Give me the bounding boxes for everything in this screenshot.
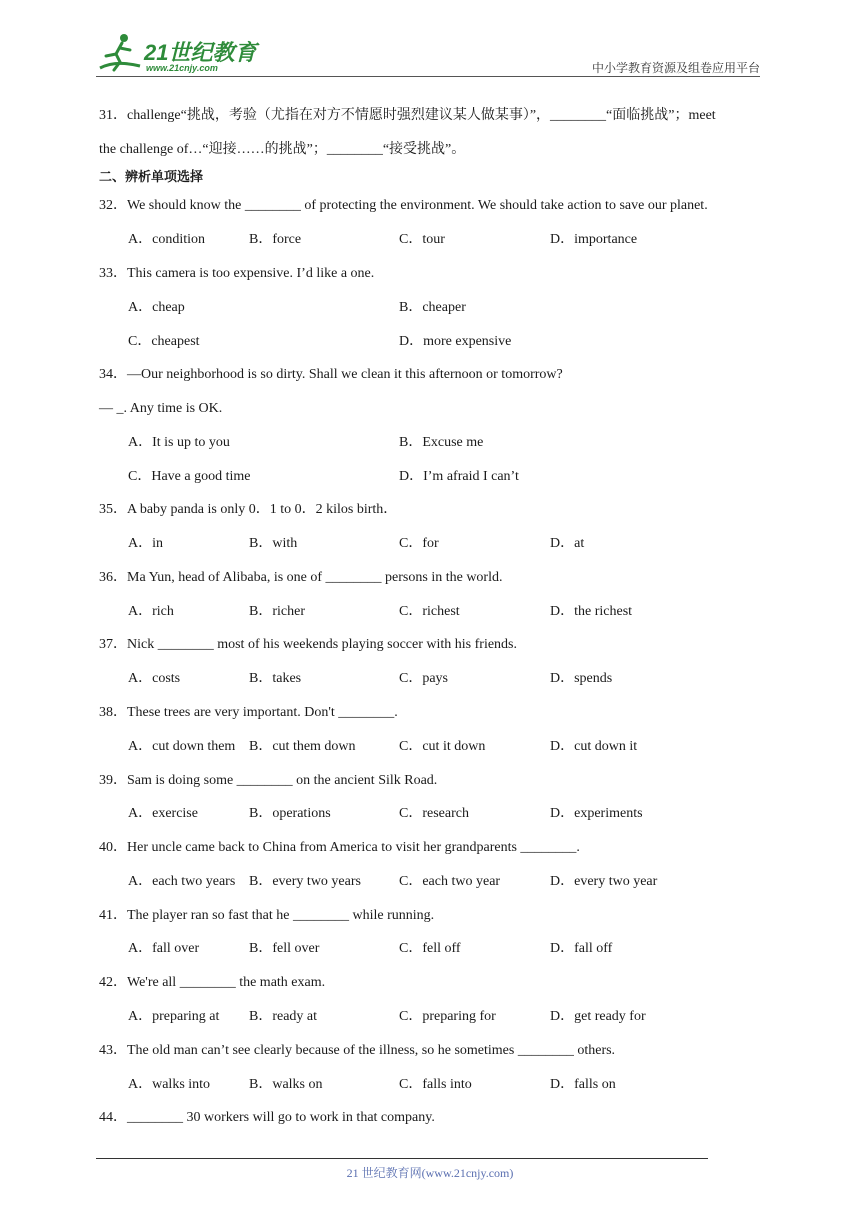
- option-a: A．It is up to you: [128, 435, 230, 450]
- option-c: C．for: [399, 536, 439, 551]
- option-c: C．tour: [399, 232, 445, 247]
- option-b: B．cheaper: [399, 300, 466, 315]
- option-d: D．importance: [550, 232, 638, 247]
- option-b: B．richer: [249, 604, 305, 619]
- question-stem-reply: — _. Any time is OK.: [99, 401, 223, 416]
- option-a: A．in: [128, 536, 163, 551]
- option-a: A．preparing at: [128, 1009, 220, 1024]
- option-c: C．pays: [399, 671, 448, 686]
- option-c: C．cut it down: [399, 739, 486, 754]
- option-d: D．get ready for: [550, 1009, 646, 1024]
- question-stem: 37．Nick ________ most of his weekends playing soccer with his friends.: [99, 637, 517, 652]
- option-d: D．fall off: [550, 941, 613, 956]
- question-stem: 39．Sam is doing some ________ on the ancient Silk Road.: [99, 773, 438, 788]
- option-a: A．fall over: [128, 941, 200, 956]
- option-a: A．costs: [128, 671, 181, 686]
- page-header: [96, 30, 760, 78]
- option-d: D．I’m afraid I can’t: [399, 469, 519, 484]
- question-stem: 44．________ 30 workers will go to work in that company.: [99, 1110, 435, 1125]
- option-b: B．every two years: [249, 874, 361, 889]
- question-stem: 33．This camera is too expensive. I’d like a one.: [99, 266, 375, 281]
- logo-url: www.21cnjy.com: [146, 63, 218, 73]
- option-b: B．ready at: [249, 1009, 318, 1024]
- option-d: D．falls on: [550, 1077, 616, 1092]
- option-a: A．cheap: [128, 300, 185, 315]
- option-a: A．rich: [128, 604, 174, 619]
- q31-line1: 31．challenge“挑战，考验（尤指在对方不情愿时强烈建议某人做某事）”，________“面临挑战”；meet: [99, 108, 716, 123]
- option-a: A．condition: [128, 232, 205, 247]
- option-d: D．at: [550, 536, 585, 551]
- option-c: C．preparing for: [399, 1009, 496, 1024]
- option-b: B．walks on: [249, 1077, 323, 1092]
- option-a: A．cut down them: [128, 739, 236, 754]
- option-d: D．more expensive: [399, 334, 512, 349]
- option-b: B．cut them down: [249, 739, 356, 754]
- option-b: B．operations: [249, 806, 331, 821]
- option-c: C．each two year: [399, 874, 501, 889]
- question-stem: 40．Her uncle came back to China from America to visit her grandparents ________.: [99, 840, 580, 855]
- option-d: D．experiments: [550, 806, 643, 821]
- option-b: B．fell over: [249, 941, 320, 956]
- option-a: A．exercise: [128, 806, 198, 821]
- option-b: B．force: [249, 232, 302, 247]
- option-b: B．takes: [249, 671, 302, 686]
- question-stem: 41．The player ran so fast that he ________ while running.: [99, 908, 435, 923]
- option-c: C．Have a good time: [128, 469, 251, 484]
- question-stem: 35．A baby panda is only 0．1 to 0．2 kilos birth．: [99, 502, 398, 517]
- option-d: D．cut down it: [550, 739, 638, 754]
- question-stem: 34．—Our neighborhood is so dirty. Shall we clean it this afternoon or tomorrow?: [99, 367, 563, 382]
- option-c: C．fell off: [399, 941, 461, 956]
- q31-line2: the challenge of…“迎接……的挑战”；________“接受挑战”。: [99, 142, 466, 157]
- option-c: C．cheapest: [128, 334, 200, 349]
- logo-text: 21世纪教育: [144, 40, 257, 65]
- platform-name: 中小学教育资源及组卷应用平台: [591, 61, 760, 75]
- option-b: B．Excuse me: [399, 435, 484, 450]
- option-c: C．falls into: [399, 1077, 472, 1092]
- logo: [96, 30, 296, 78]
- question-stem: 42．We're all ________ the math exam.: [99, 975, 326, 990]
- question-stem: 36．Ma Yun, head of Alibaba, is one of ________ persons in the world.: [99, 570, 503, 585]
- option-d: D．the richest: [550, 604, 633, 619]
- question-stem: 38．These trees are very important. Don't ________.: [99, 705, 398, 720]
- runner-logo-icon: [96, 30, 146, 76]
- section-title: 二、辨析单项选择: [99, 170, 204, 185]
- option-a: A．walks into: [128, 1077, 211, 1092]
- option-b: B．with: [249, 536, 298, 551]
- option-c: C．richest: [399, 604, 460, 619]
- option-d: D．spends: [550, 671, 613, 686]
- footer-text: 21 世纪教育网(www.21cnjy.com): [346, 1166, 514, 1180]
- option-a: A．each two years: [128, 874, 236, 889]
- option-d: D．every two year: [550, 874, 658, 889]
- question-stem: 43．The old man can’t see clearly because of the illness, so he sometimes ________ others.: [99, 1043, 616, 1058]
- footer-divider: [96, 1158, 708, 1159]
- option-c: C．research: [399, 806, 469, 821]
- header-divider: [96, 76, 760, 77]
- question-stem: 32．We should know the ________ of protecting the environment. We should take action to save our planet.: [99, 198, 708, 213]
